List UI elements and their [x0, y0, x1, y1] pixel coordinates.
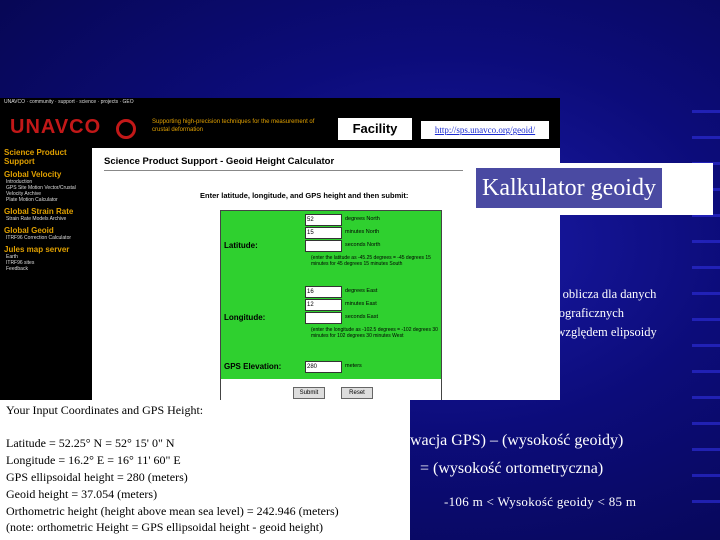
- logo-ring-icon: [116, 119, 136, 139]
- page-url-link[interactable]: http://sps.unavco.org/geoid/: [420, 120, 550, 140]
- elevation-row: [221, 355, 441, 380]
- sidebar-item[interactable]: GPS Site Motion Vector/Crustal Velocity Archive: [6, 185, 76, 197]
- sidebar-item[interactable]: Feedback: [6, 266, 28, 272]
- lat-deg-unit: degrees North: [345, 216, 380, 222]
- stripe: [692, 318, 720, 321]
- stripe: [692, 240, 720, 243]
- result-line: GPS ellipsoidal height = 280 (meters): [6, 470, 188, 484]
- geoid-form: [220, 210, 442, 400]
- submit-button[interactable]: Submit: [293, 387, 325, 399]
- equation-line-2: = (wysokość ortometryczna): [420, 460, 604, 477]
- sidebar-heading[interactable]: Jules map server: [4, 245, 70, 254]
- result-line: Longitude = 16.2° E = 16° 11' 60" E: [6, 453, 181, 467]
- stripe: [692, 474, 720, 477]
- lon-deg-unit: degrees East: [345, 288, 378, 294]
- lat-sec-unit: seconds North: [345, 242, 381, 248]
- stripe: [692, 370, 720, 373]
- top-nav[interactable]: UNAVCO · community · support · science · projects · GEO: [0, 98, 560, 106]
- stripe: [692, 344, 720, 347]
- result-line: Orthometric height (height above mean sea level) = 242.946 (meters): [6, 504, 339, 518]
- sidebar-item[interactable]: Strain Rate Models Archive: [6, 216, 67, 222]
- result-line: Geoid height = 37.054 (meters): [6, 487, 158, 501]
- page-title: Science Product Support - Geoid Height Calculator: [104, 156, 335, 167]
- lon-min-unit: minutes East: [345, 301, 377, 307]
- description-line: dy oblicza dla danych: [547, 287, 657, 301]
- elevation-unit: meters: [345, 363, 362, 369]
- latitude-seconds-input[interactable]: [305, 240, 342, 252]
- latitude-row: [221, 211, 441, 284]
- webpage-screenshot: [0, 98, 560, 400]
- longitude-minutes-input[interactable]: 12: [305, 299, 342, 311]
- stripe: [692, 110, 720, 113]
- stripe: [692, 136, 720, 139]
- sidebar-item[interactable]: ITRF96 Correction Calculator: [6, 235, 72, 241]
- lat-min-unit: minutes North: [345, 229, 380, 235]
- longitude-seconds-input[interactable]: [305, 312, 342, 324]
- site-tagline: Supporting high-precision techniques for the measurement of crustal deformation: [152, 119, 315, 133]
- stripe: [692, 292, 720, 295]
- sidebar-heading[interactable]: Science Product Support: [4, 148, 67, 166]
- longitude-label: Longitude:: [224, 313, 266, 322]
- geoid-range: -106 m < Wysokość geoidy < 85 m: [444, 494, 637, 509]
- results-heading: Your Input Coordinates and GPS Height:: [6, 403, 204, 417]
- slide-title: Kalkulator geoidy: [476, 168, 662, 208]
- latitude-note: (enter the latitude as -45.25 degrees = -45 degrees 15 minutes for 45 degrees 15 minutes South: [311, 255, 431, 267]
- elevation-label: GPS Elevation:: [224, 362, 282, 371]
- sidebar-heading[interactable]: Global Strain Rate: [4, 207, 74, 216]
- equation-line-1: (elewacja GPS) – (wysokość geoidy): [386, 432, 624, 449]
- latitude-degrees-input[interactable]: 52: [305, 214, 342, 226]
- unavco-logo[interactable]: UNAVCO: [10, 116, 102, 138]
- stripe: [692, 422, 720, 425]
- site-banner: [0, 106, 560, 148]
- gps-elevation-input[interactable]: 280: [305, 361, 342, 373]
- description-line: geograficznych: [547, 306, 625, 320]
- description-line: y względem elipsoidy: [547, 325, 657, 339]
- sidebar-item[interactable]: Earth: [6, 254, 18, 260]
- stripe: [692, 266, 720, 269]
- sidebar-heading[interactable]: Global Geoid: [4, 226, 54, 235]
- sidebar-item[interactable]: Plate Motion Calculator: [6, 197, 58, 203]
- facility-label: Facility: [338, 118, 412, 140]
- longitude-note: (enter the longitude as -102.5 degrees = -102 degrees 30 minutes for 102 degrees 30 minutes West: [311, 327, 438, 339]
- result-line: Latitude = 52.25° N = 52° 15' 0" N: [6, 436, 175, 450]
- reset-button[interactable]: Reset: [341, 387, 373, 399]
- form-instructions: Enter latitude, longitude, and GPS height and then submit:: [200, 191, 409, 200]
- stripe: [692, 448, 720, 451]
- sidebar-item[interactable]: Introduction: [6, 179, 33, 185]
- stripe: [692, 500, 720, 503]
- lon-sec-unit: seconds East: [345, 314, 379, 320]
- slide-description: [547, 285, 657, 342]
- sidebar: [0, 148, 92, 400]
- latitude-minutes-input[interactable]: 15: [305, 227, 342, 239]
- sidebar-item[interactable]: ITRF96 sites: [6, 260, 35, 266]
- results-panel: [0, 400, 410, 540]
- longitude-row: [221, 283, 441, 356]
- stripe: [692, 396, 720, 399]
- sidebar-heading[interactable]: Global Velocity: [4, 170, 62, 179]
- longitude-degrees-input[interactable]: 16: [305, 286, 342, 298]
- result-line: (note: orthometric Height = GPS ellipsoidal height - geoid height): [6, 520, 324, 534]
- latitude-label: Latitude:: [224, 241, 258, 250]
